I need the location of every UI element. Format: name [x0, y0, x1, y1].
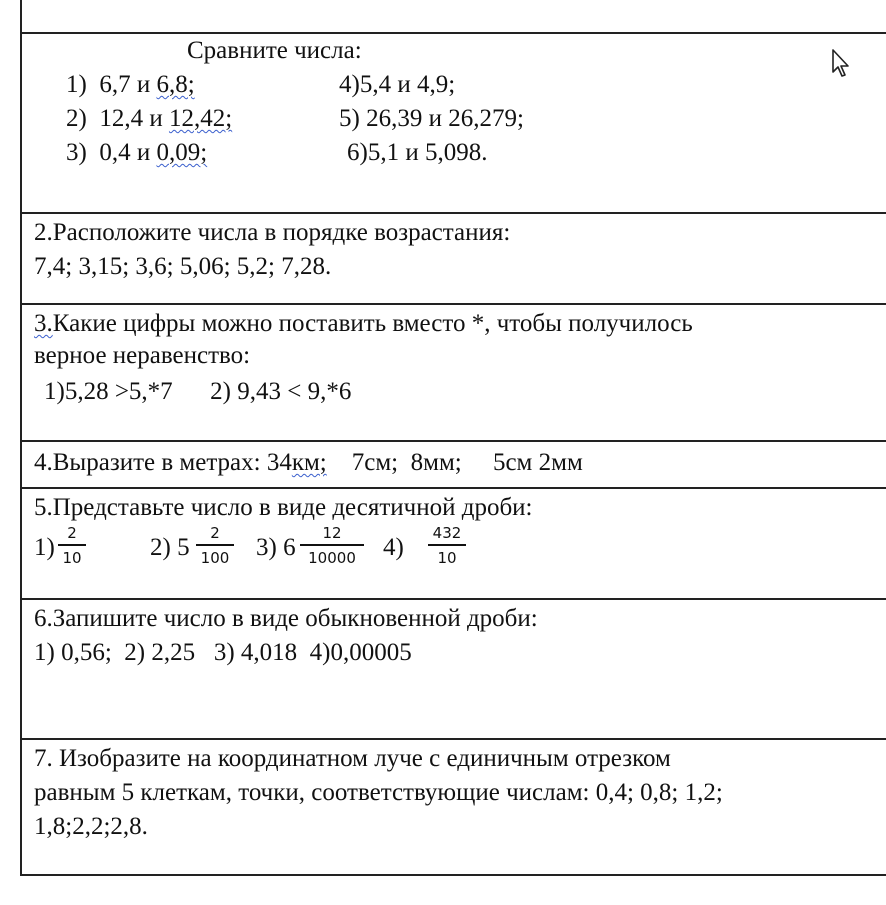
- task5-label-3: 3) 6: [256, 534, 296, 561]
- task7-line-1: 7. Изобразите на координатном луче с единичным отрезком: [34, 745, 671, 772]
- row-divider: [20, 738, 886, 740]
- task5-label-2: 2) 5: [150, 534, 190, 561]
- task2-numbers: 7,4; 3,15; 3,6; 5,06; 5,2; 7,28.: [34, 253, 332, 280]
- task7-line-3: 1,8;2,2;2,8.: [34, 813, 148, 840]
- task3-title-line2: верное неравенство:: [34, 342, 251, 369]
- task1-item-5: 5) 26,39 и 26,279;: [339, 105, 524, 132]
- task1-item-6: 6)5,1 и 5,098.: [347, 139, 488, 166]
- row-divider: [20, 440, 886, 442]
- task1-item-1: 1) 6,7 и 6,8;: [66, 71, 195, 98]
- task5-label-1: 1): [34, 534, 55, 561]
- task5-fraction-3: 12 10000: [300, 524, 364, 567]
- mouse-cursor-icon: [831, 48, 853, 80]
- task1-item-3: 3) 0,4 и 0,09;: [66, 139, 208, 166]
- task4-text: 4.Выразите в метрах: 34км; 7см; 8мм; 5см 2мм: [34, 449, 583, 476]
- task5-label-4: 4): [383, 534, 404, 561]
- table-bottom-border: [20, 874, 886, 876]
- task3-items: 1)5,28 >5,*7 2) 9,43 < 9,*6: [44, 378, 352, 405]
- row-divider: [20, 32, 886, 34]
- table-left-border: [20, 0, 22, 875]
- task1-title: Сравните числа:: [187, 37, 362, 64]
- task1-item-2: 2) 12,4 и 12,42;: [66, 105, 233, 132]
- row-divider: [20, 598, 886, 600]
- task5-fraction-4: 432 10: [428, 524, 466, 567]
- task2-title: 2.Расположите числа в порядке возрастания:: [34, 219, 511, 246]
- row-divider: [20, 212, 886, 214]
- task5-fraction-1: 2 10: [58, 524, 86, 567]
- task6-items: 1) 0,56; 2) 2,25 3) 4,018 4)0,00005: [34, 639, 412, 666]
- row-divider: [20, 303, 886, 305]
- task5-title: 5.Представьте число в виде десятичной дроби:: [34, 494, 533, 521]
- row-divider: [20, 487, 886, 489]
- task3-title: 3.Какие цифры можно поставить вместо *, чтобы получилось: [34, 310, 693, 337]
- task5-fraction-2: 2 100: [196, 524, 234, 567]
- task1-item-4: 4)5,4 и 4,9;: [339, 71, 456, 98]
- task7-line-2: равным 5 клеткам, точки, соответствующие числам: 0,4; 0,8; 1,2;: [34, 779, 723, 806]
- task6-title: 6.Запишите число в виде обыкновенной дроби:: [34, 605, 538, 632]
